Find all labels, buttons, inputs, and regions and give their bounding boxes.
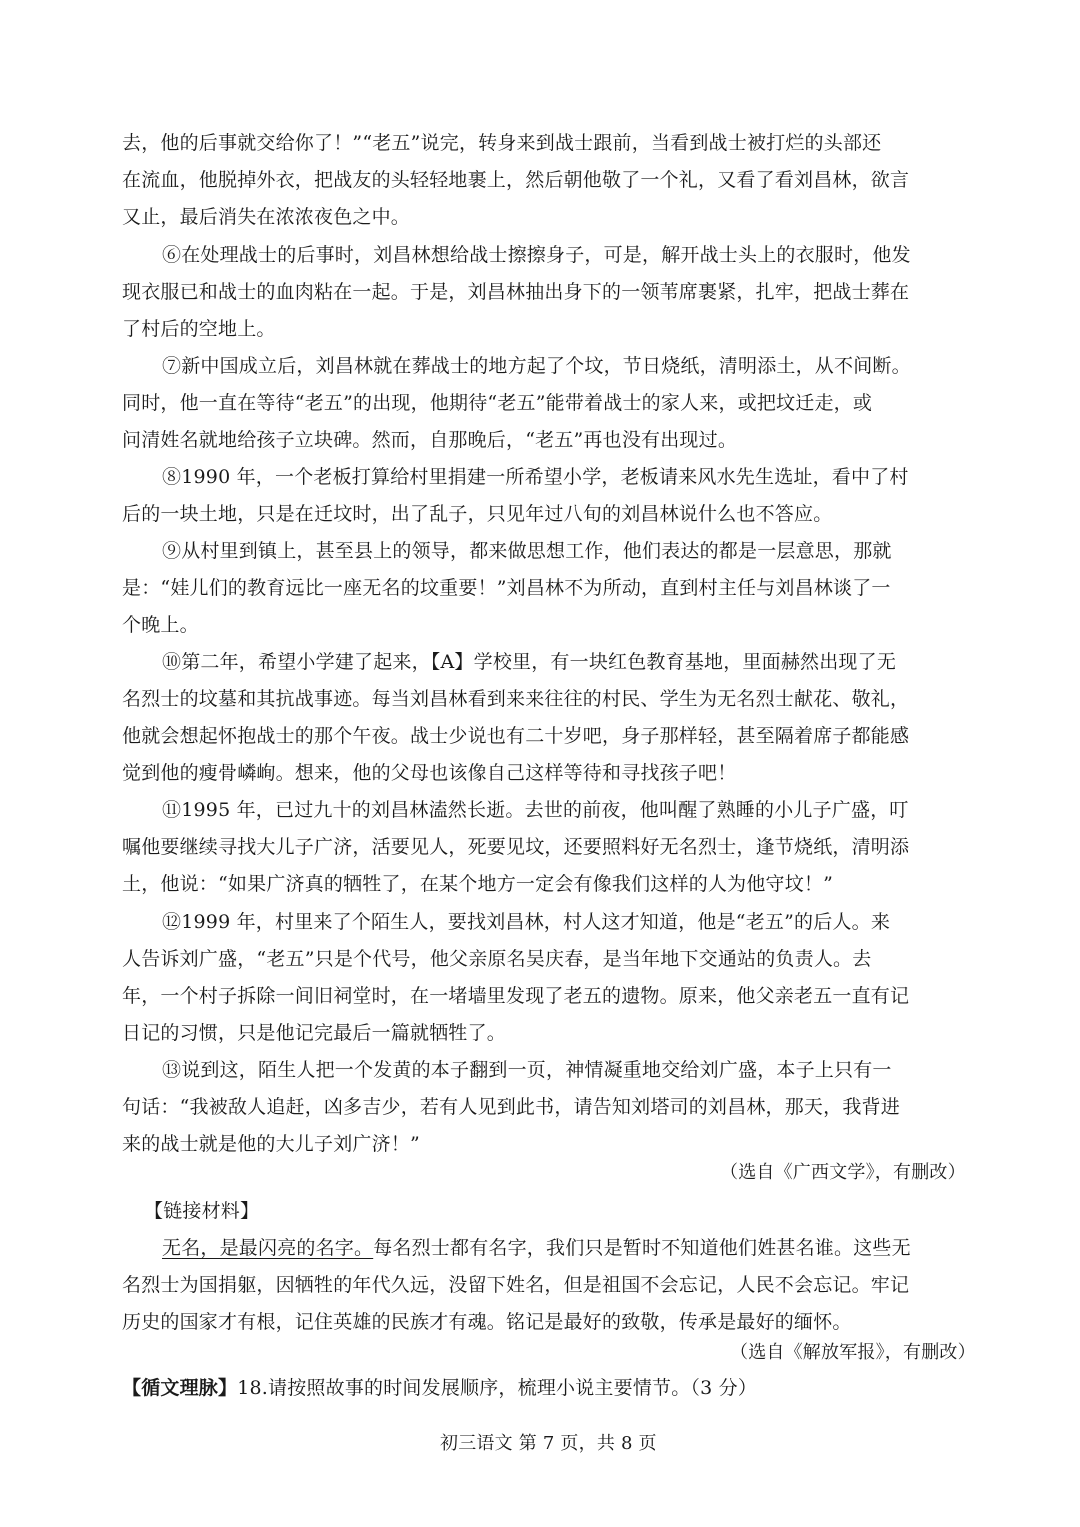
text-line: 了村后的空地上。	[122, 318, 276, 340]
text-line: ⑧1990 年，一个老板打算给村里捐建一所希望小学，老板请来风水先生选址，看中了村	[162, 466, 909, 488]
question-tag: 【循文理脉】	[122, 1377, 238, 1399]
page-footer: 初三语文 第 7 页，共 8 页	[440, 1433, 657, 1454]
text-line: 人告诉刘广盛，“老五”只是个代号，他父亲原名吴庆春，是当年地下交通站的负责人。去	[122, 948, 872, 970]
link-material-underlined-phrase: 无名，是最闪亮的名字。	[162, 1237, 374, 1259]
text-line: ⑩第二年，希望小学建了起来，【A】学校里，有一块红色教育基地，里面赫然出现了无	[162, 651, 897, 673]
text-line: 来的战士就是他的大儿子刘广济！”	[122, 1133, 420, 1155]
text-line: 个晚上。	[122, 614, 199, 636]
question-18	[122, 1375, 757, 1401]
link-material-rest: 每名烈士都有名字，我们只是暂时不知道他们姓甚名谁。这些无	[373, 1237, 911, 1259]
text-line: 日记的习惯，只是他记完最后一篇就牺牲了。	[122, 1022, 507, 1044]
text-line: 问清姓名就地给孩子立块碑。然而，自那晚后，“老五”再也没有出现过。	[122, 429, 738, 451]
text-line: 是：“娃儿们的教育远比一座无名的坟重要！”刘昌林不为所动，直到村主任与刘昌林谈了一	[122, 577, 891, 599]
text-line: 去，他的后事就交给你了！”“老五”说完，转身来到战士跟前，当看到战士被打烂的头部还	[122, 132, 882, 154]
text-line: 现衣服已和战士的血肉粘在一起。于是，刘昌林抽出身下的一领苇席裹紧，扎牢，把战士葬在	[122, 281, 910, 303]
text-line: 后的一块土地，只是在迁坟时，出了乱子，只见年过八旬的刘昌林说什么也不答应。	[122, 503, 833, 525]
link-material-title: 【链接材料】	[144, 1200, 260, 1222]
source-citation: （选自《解放军报》，有删改）	[730, 1342, 976, 1363]
link-material-line: 名烈士为国捐躯，因牺牲的年代久远，没留下姓名，但是祖国不会忘记，人民不会忘记。牢记	[122, 1274, 910, 1296]
link-material-line	[162, 1235, 911, 1261]
question-text: 18.请按照故事的时间发展顺序，梳理小说主要情节。（3 分）	[237, 1377, 758, 1399]
text-line: 又止，最后消失在浓浓夜色之中。	[122, 206, 411, 228]
text-line: 土，他说：“如果广济真的牺牲了，在某个地方一定会有像我们这样的人为他守坟！”	[122, 873, 834, 895]
text-line: ⑬说到这，陌生人把一个发黄的本子翻到一页，神情凝重地交给刘广盛，本子上只有一	[162, 1059, 892, 1081]
source-citation: （选自《广西文学》，有删改）	[720, 1162, 966, 1183]
text-line: 同时，他一直在等待“老五”的出现，他期待“老五”能带着战士的家人来，或把坟迁走，或	[122, 392, 873, 414]
text-line: 嘱他要继续寻找大儿子广济，活要见人，死要见坟，还要照料好无名烈士，逢节烧纸，清明添	[122, 836, 910, 858]
text-line: 在流血，他脱掉外衣，把战友的头轻轻地裹上，然后朝他敬了一个礼，又看了看刘昌林，欲言	[122, 169, 910, 191]
text-line: ⑥在处理战士的后事时，刘昌林想给战士擦擦身子，可是，解开战士头上的衣服时，他发	[162, 244, 911, 266]
text-line: ⑪1995 年，已过九十的刘昌林溘然长逝。去世的前夜，他叫醒了熟睡的小儿子广盛，叮	[162, 799, 909, 821]
text-line: 名烈士的坟墓和其抗战事迹。每当刘昌林看到来来往往的村民、学生为无名烈士献花、敬礼，	[122, 688, 910, 710]
text-line: ⑫1999 年，村里来了个陌生人，要找刘昌林，村人这才知道，他是“老五”的后人。来	[162, 911, 891, 933]
text-line: 年，一个村子拆除一间旧祠堂时，在一堵墙里发现了老五的遗物。原来，他父亲老五一直有记	[122, 985, 910, 1007]
text-line: ⑦新中国成立后，刘昌林就在葬战士的地方起了个坟，节日烧纸，清明添土，从不间断。	[162, 355, 911, 377]
text-line: ⑨从村里到镇上，甚至县上的领导，都来做思想工作，他们表达的都是一层意思，那就	[162, 540, 892, 562]
text-line: 他就会想起怀抱战士的那个午夜。战士少说也有二十岁吧，身子那样轻，甚至隔着席子都能感	[122, 725, 910, 747]
link-material-line: 历史的国家才有根，记住英雄的民族才有魂。铭记是最好的致敬，传承是最好的缅怀。	[122, 1311, 852, 1333]
text-line: 句话：“我被敌人追赶，凶多吉少，若有人见到此书，请告知刘塔司的刘昌林，那天，我背进	[122, 1096, 900, 1118]
text-line: 觉到他的瘦骨嶙峋。想来，他的父母也该像自己这样等待和寻找孩子吧！	[122, 762, 737, 784]
